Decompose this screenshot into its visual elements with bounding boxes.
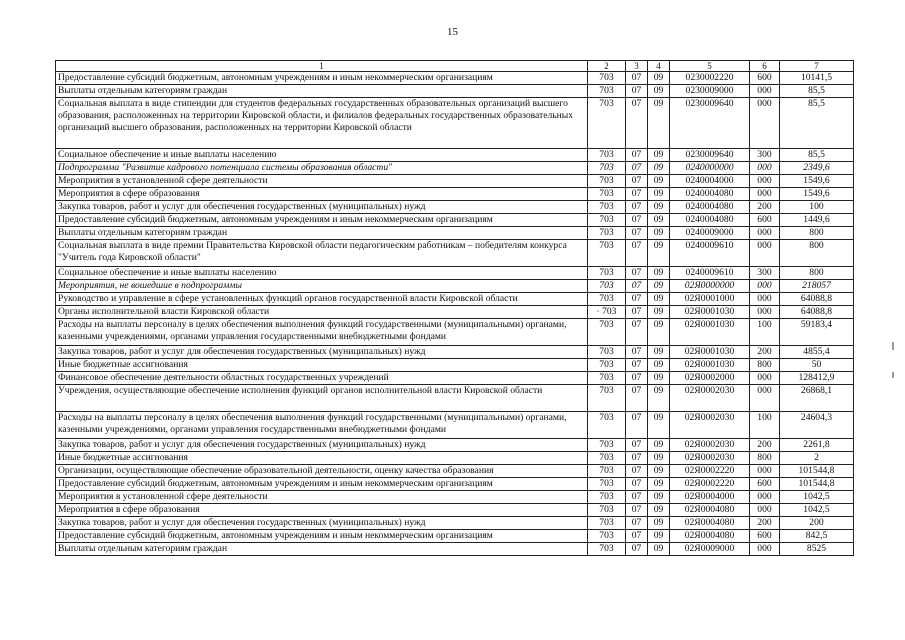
col-3-value: 07 [626,267,648,280]
target-code: 0230009000 [670,85,750,98]
table-row [56,372,854,385]
col-3-value: 07 [626,72,648,85]
col-3-value: 07 [626,162,648,175]
col-2-value: 703 [588,214,626,227]
col-2-value: 703 [588,149,626,162]
table-row [56,530,854,543]
row-name: Мероприятия в установленной сфере деятельности [56,491,588,504]
row-name: Выплаты отдельным категориям граждан [56,543,588,556]
col-3-value: 07 [626,478,648,491]
row-name: Органы исполнительной власти Кировской области [56,306,588,319]
col-4-value: 09 [648,465,670,478]
expense-type-code: 200 [750,201,780,214]
table-row [56,149,854,162]
col-4-value: 09 [648,149,670,162]
target-code: 0240004080 [670,214,750,227]
col-3-value: 07 [626,359,648,372]
target-code: 0240004000 [670,175,750,188]
col-3-value: 07 [626,346,648,359]
table-row [56,504,854,517]
expense-type-code: 000 [750,188,780,201]
col-2-value: 703 [588,452,626,465]
col-3-value: 07 [626,175,648,188]
row-name: Предоставление субсидий бюджетным, автономным учреждениям и иным некоммерческим организациям [56,530,588,543]
table-row [56,439,854,452]
target-code: 02Я0002000 [670,372,750,385]
col-2-value: 703 [588,188,626,201]
col-4-value: 09 [648,319,670,346]
col-2-value: 703 [588,543,626,556]
target-code: 0230009640 [670,98,750,149]
target-code: 02Я0001000 [670,293,750,306]
target-code: 02Я0004080 [670,517,750,530]
col-3-value: 07 [626,280,648,293]
expense-type-code: 000 [750,227,780,240]
table-row [56,214,854,227]
col-2-value: · 703 [588,306,626,319]
col-3-value: 07 [626,240,648,267]
header-cell: 6 [750,61,780,72]
amount: 85,5 [780,149,854,162]
col-2-value: 703 [588,85,626,98]
target-code: 0240004080 [670,201,750,214]
col-3-value: 07 [626,149,648,162]
table-row [56,412,854,439]
col-3-value: 07 [626,543,648,556]
row-name: Учреждения, осуществляющие обеспечение исполнения функций органов исполнительной власти Кировской области [56,385,588,412]
col-4-value: 09 [648,530,670,543]
expense-type-code: 300 [750,149,780,162]
col-4-value: 09 [648,412,670,439]
col-3-value: 07 [626,504,648,517]
amount: 218057 [780,280,854,293]
target-code: 02Я0001030 [670,346,750,359]
amount: 800 [780,227,854,240]
expense-type-code: 800 [750,452,780,465]
table-row [56,227,854,240]
expense-type-code: 600 [750,72,780,85]
row-name: Мероприятия, не вошедшие в подпрограммы [56,280,588,293]
col-3-value: 07 [626,293,648,306]
col-4-value: 09 [648,543,670,556]
expense-type-code: 000 [750,293,780,306]
amount: 100 [780,201,854,214]
col-2-value: 703 [588,478,626,491]
col-2-value: 703 [588,346,626,359]
scan-mark [892,372,894,378]
expense-type-code: 100 [750,319,780,346]
col-3-value: 07 [626,491,648,504]
row-name: Социальное обеспечение и иные выплаты населению [56,267,588,280]
expense-type-code: 200 [750,517,780,530]
row-name: Закупка товаров, работ и услуг для обеспечения государственных (муниципальных) нужд [56,346,588,359]
amount: 8525 [780,543,854,556]
row-name: Мероприятия в сфере образования [56,504,588,517]
col-4-value: 09 [648,214,670,227]
table-row [56,543,854,556]
col-4-value: 09 [648,98,670,149]
row-name: Мероприятия в установленной сфере деятельности [56,175,588,188]
col-2-value: 703 [588,439,626,452]
target-code: 0240004080 [670,188,750,201]
col-3-value: 07 [626,214,648,227]
expense-type-code: 600 [750,478,780,491]
amount: 842,5 [780,530,854,543]
amount: 2 [780,452,854,465]
amount: 59183,4 [780,319,854,346]
col-2-value: 703 [588,465,626,478]
amount: 85,5 [780,98,854,149]
header-cell: 2 [588,61,626,72]
table-row [56,517,854,530]
row-name: Предоставление субсидий бюджетным, автономным учреждениям и иным некоммерческим организациям [56,72,588,85]
row-name: Организации, осуществляющие обеспечение образовательной деятельности, оценку качества образования [56,465,588,478]
col-3-value: 07 [626,452,648,465]
amount: 128412,9 [780,372,854,385]
target-code: 02Я0002220 [670,478,750,491]
expense-type-code: 100 [750,412,780,439]
col-3-value: 07 [626,372,648,385]
expense-type-code: 000 [750,306,780,319]
expense-type-code: 000 [750,85,780,98]
col-3-value: 07 [626,227,648,240]
col-2-value: 703 [588,385,626,412]
row-name: Предоставление субсидий бюджетным, автономным учреждениям и иным некоммерческим организациям [56,478,588,491]
col-4-value: 09 [648,201,670,214]
row-name: Социальная выплата в виде премии Правительства Кировской области педагогическим работникам – победителям конкурса "Учитель года Кировской области" [56,240,588,267]
col-3-value: 07 [626,306,648,319]
col-4-value: 09 [648,280,670,293]
table-row [56,306,854,319]
amount: 10141,5 [780,72,854,85]
expense-type-code: 000 [750,162,780,175]
target-code: 02Я0009000 [670,543,750,556]
header-cell: 7 [780,61,854,72]
amount: 1549,6 [780,175,854,188]
table-row [56,98,854,149]
target-code: 02Я0002030 [670,385,750,412]
col-2-value: 703 [588,517,626,530]
target-code: 0240009000 [670,227,750,240]
table-row [56,491,854,504]
col-2-value: 703 [588,267,626,280]
row-name: Закупка товаров, работ и услуг для обеспечения государственных (муниципальных) нужд [56,439,588,452]
col-2-value: 703 [588,98,626,149]
amount: 24604,3 [780,412,854,439]
table-row [56,85,854,98]
target-code: 0230009640 [670,149,750,162]
col-3-value: 07 [626,517,648,530]
expense-type-code: 000 [750,491,780,504]
expense-type-code: 200 [750,346,780,359]
col-4-value: 09 [648,240,670,267]
amount: 26868,1 [780,385,854,412]
scan-mark [892,342,894,350]
col-3-value: 07 [626,385,648,412]
table-row [56,201,854,214]
col-4-value: 09 [648,293,670,306]
col-2-value: 703 [588,412,626,439]
col-3-value: 07 [626,98,648,149]
amount: 85,5 [780,85,854,98]
amount: 2261,8 [780,439,854,452]
amount: 1042,5 [780,491,854,504]
table-row [56,452,854,465]
row-name: Закупка товаров, работ и услуг для обеспечения государственных (муниципальных) нужд [56,517,588,530]
col-3-value: 07 [626,188,648,201]
target-code: 0240009610 [670,240,750,267]
table-row [56,319,854,346]
target-code: 02Я0002030 [670,412,750,439]
target-code: 02Я0000000 [670,280,750,293]
row-name: Расходы на выплаты персоналу в целях обеспечения выполнения функций государственными (муниципальными) органами, казенными учреждениями, органами управления государственными внебюджетными фондами [56,319,588,346]
col-4-value: 09 [648,452,670,465]
col-4-value: 09 [648,85,670,98]
expense-type-code: 800 [750,359,780,372]
expense-type-code: 000 [750,504,780,517]
table-row [56,293,854,306]
target-code: 02Я0004080 [670,530,750,543]
col-2-value: 703 [588,293,626,306]
expense-type-code: 200 [750,439,780,452]
expense-type-code: 000 [750,465,780,478]
table-row [56,240,854,267]
target-code: 02Я0002220 [670,465,750,478]
col-4-value: 09 [648,175,670,188]
col-4-value: 09 [648,346,670,359]
row-name: Социальное обеспечение и иные выплаты населению [56,149,588,162]
header-cell: 4 [648,61,670,72]
col-3-value: 07 [626,201,648,214]
amount: 101544,8 [780,465,854,478]
table-row [56,346,854,359]
col-2-value: 703 [588,530,626,543]
page-number: 15 [447,26,458,38]
table-row [56,175,854,188]
col-2-value: 703 [588,504,626,517]
amount: 64088,8 [780,306,854,319]
row-name: Иные бюджетные ассигнования [56,359,588,372]
col-4-value: 09 [648,385,670,412]
col-2-value: 703 [588,280,626,293]
table-row [56,359,854,372]
header-cell: 3 [626,61,648,72]
col-3-value: 07 [626,530,648,543]
target-code: 0240009610 [670,267,750,280]
expense-type-code: 000 [750,372,780,385]
target-code: 02Я0004080 [670,504,750,517]
col-4-value: 09 [648,306,670,319]
col-2-value: 703 [588,372,626,385]
col-2-value: 703 [588,175,626,188]
col-4-value: 09 [648,504,670,517]
table-row [56,188,854,201]
expense-type-code: 000 [750,240,780,267]
target-code: 02Я0001030 [670,306,750,319]
row-name: Предоставление субсидий бюджетным, автономным учреждениям и иным некоммерческим организациям [56,214,588,227]
expense-type-code: 000 [750,175,780,188]
header-row [56,61,854,72]
col-4-value: 09 [648,372,670,385]
amount: 800 [780,240,854,267]
row-name: Выплаты отдельным категориям граждан [56,227,588,240]
target-code: 0230002220 [670,72,750,85]
table-row [56,267,854,280]
table-row [56,465,854,478]
row-name: Выплаты отдельным категориям граждан [56,85,588,98]
amount: 2349,6 [780,162,854,175]
expense-type-code: 000 [750,385,780,412]
col-4-value: 09 [648,188,670,201]
expense-type-code: 600 [750,214,780,227]
target-code: 0240000000 [670,162,750,175]
target-code: 02Я0002030 [670,452,750,465]
table-row [56,72,854,85]
row-name: Социальная выплата в виде стипендии для студентов федеральных государственных образовательных организаций высшего образования, расположенных на территории Кировской области, и филиалов федеральных государственных образовательных организаций высшего образования, расположенных на территории Кировской области [56,98,588,149]
budget-table [55,60,854,556]
table-row [56,478,854,491]
amount: 1042,5 [780,504,854,517]
table-row [56,162,854,175]
target-code: 02Я0004000 [670,491,750,504]
target-code: 02Я0001030 [670,319,750,346]
col-2-value: 703 [588,162,626,175]
amount: 64088,8 [780,293,854,306]
expense-type-code: 000 [750,543,780,556]
col-4-value: 09 [648,359,670,372]
amount: 101544,8 [780,478,854,491]
row-name: Иные бюджетные ассигнования [56,452,588,465]
expense-type-code: 000 [750,98,780,149]
header-cell: 5 [670,61,750,72]
row-name: Расходы на выплаты персоналу в целях обеспечения выполнения функций государственными (муниципальными) органами, казенными учреждениями, органами управления государственными внебюджетными фондами [56,412,588,439]
table-row [56,385,854,412]
col-4-value: 09 [648,72,670,85]
expense-type-code: 000 [750,280,780,293]
col-4-value: 09 [648,491,670,504]
col-4-value: 09 [648,227,670,240]
col-2-value: 703 [588,240,626,267]
col-3-value: 07 [626,412,648,439]
col-2-value: 703 [588,72,626,85]
table-row [56,280,854,293]
amount: 800 [780,267,854,280]
col-4-value: 09 [648,267,670,280]
col-3-value: 07 [626,319,648,346]
col-2-value: 703 [588,201,626,214]
col-4-value: 09 [648,517,670,530]
header-cell: 1 [56,61,588,72]
row-name: Мероприятия в сфере образования [56,188,588,201]
expense-type-code: 300 [750,267,780,280]
col-4-value: 09 [648,478,670,491]
col-4-value: 09 [648,162,670,175]
col-2-value: 703 [588,227,626,240]
expense-type-code: 600 [750,530,780,543]
row-name: Подпрограмма "Развитие кадрового потенциала системы образования области" [56,162,588,175]
col-4-value: 09 [648,439,670,452]
col-3-value: 07 [626,85,648,98]
amount: 50 [780,359,854,372]
col-2-value: 703 [588,319,626,346]
amount: 200 [780,517,854,530]
row-name: Финансовое обеспечение деятельности областных государственных учреждений [56,372,588,385]
row-name: Закупка товаров, работ и услуг для обеспечения государственных (муниципальных) нужд [56,201,588,214]
amount: 1449,6 [780,214,854,227]
target-code: 02Я0001030 [670,359,750,372]
col-3-value: 07 [626,439,648,452]
col-2-value: 703 [588,491,626,504]
col-2-value: 703 [588,359,626,372]
target-code: 02Я0002030 [670,439,750,452]
col-3-value: 07 [626,465,648,478]
amount: 4855,4 [780,346,854,359]
row-name: Руководство и управление в сфере установленных функций органов государственной власти Кировской области [56,293,588,306]
amount: 1549,6 [780,188,854,201]
